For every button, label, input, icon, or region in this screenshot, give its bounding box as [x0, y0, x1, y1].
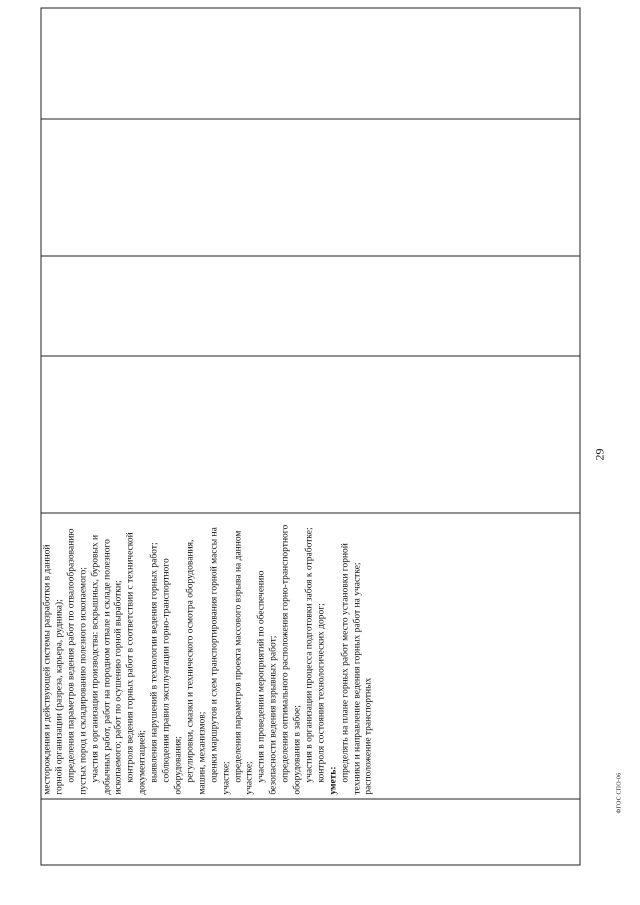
table-column-3 [41, 355, 579, 512]
content-line: определять на плане горных работ место установки горной техники и направление ведения горных работ на участке; расположение транспортных [339, 542, 374, 795]
content-heading-umet: уметь: [327, 765, 338, 795]
content-line: определения оптимального расположения горно-транспортного оборудования в забое; [280, 524, 303, 795]
content-line: контроля ведения горных работ в соответствии с технической документацией; [125, 531, 148, 795]
page-number: 29 [592, 448, 606, 460]
competency-table [40, 7, 580, 865]
content-line: регулировки, смазки и технического осмотра оборудования, машин, механизмов; [184, 539, 207, 795]
content-line: месторождения и действующей системы разработки в данной горной организации (разреза, карьера, рудника); [42, 544, 64, 795]
content-line: определения параметров ведения работ по отвалообразованию пустых пород и складированию полезного ископаемого; [65, 528, 88, 795]
content-line: участия в организации процесса подготовки забоя к отработке; [303, 526, 314, 783]
content-line: контроля состояния технологических дорог; [315, 602, 326, 783]
content-line: оценки маршрутов и схем транспортирования горной массы на участке; [208, 526, 231, 795]
table-column-6 [41, 8, 579, 118]
content-line: определения параметров проекта массового взрыва на данном участке; [232, 530, 255, 795]
table-column-content [41, 512, 579, 798]
content-line: участия в проведении мероприятий по обеспечению безопасности ведения взрывных работ; [256, 570, 279, 795]
footer-code: ФГОС СПО-06 [616, 772, 622, 813]
table-column-4 [41, 255, 579, 355]
table-column-5 [41, 118, 579, 256]
content-line: соблюдения правил эксплуатации горно-транспортного оборудования; [161, 557, 183, 795]
table-column-index [41, 798, 579, 864]
content-line: выявления нарушений в технологии ведения горных работ; [149, 541, 160, 783]
content-line: участия в организации производства: вскрышных, буровых и добычных работ, работ на породном отвале и складе полезного ископаемого; работ по осушению горной выработки; [89, 534, 124, 795]
